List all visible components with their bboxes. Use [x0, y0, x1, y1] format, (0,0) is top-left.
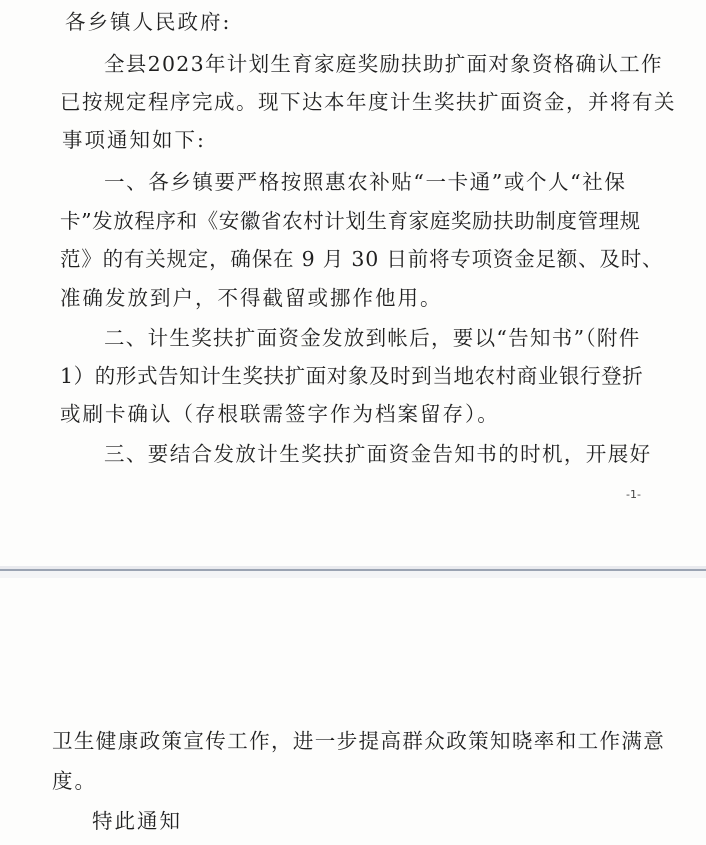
- body-text-line: 三、要结合发放计生奖扶扩面资金告知书的时机，开展好: [104, 442, 652, 466]
- body-text-line: 卫生健康政策宣传工作，进一步提高群众政策知晓率和工作满意: [52, 729, 666, 753]
- body-text-line: 卡”发放程序和《安徽省农村计划生育家庭奖励扶助制度管理规: [60, 209, 641, 233]
- body-text-line: 已按规定程序完成。现下达本年度计生奖扶扩面资金，并将有关: [60, 90, 676, 114]
- closing-line: 特此通知: [92, 809, 182, 833]
- salutation-line: 各乡镇人民政府:: [65, 10, 232, 34]
- body-text-line: 准确发放到户，不得截留或挪作他用。: [60, 286, 443, 310]
- body-text-line: 度。: [52, 769, 97, 793]
- body-text-line: 事项通知如下:: [62, 128, 206, 152]
- body-text-line: 二、计生奖扶扩面资金发放到帐后，要以“告知书”（附件: [104, 326, 641, 350]
- document-page-2: [0, 578, 706, 845]
- body-text-line: 一、各乡镇要严格按照惠农补贴“一卡通”或个人“社保: [104, 170, 627, 194]
- body-text-line: 范》的有关规定，确保在 9 月 30 日前将专项资金足额、及时、: [60, 247, 664, 271]
- page-break-divider: [0, 566, 706, 578]
- body-text-line: 1）的形式告知计生奖扶扩面对象及时到当地农村商业银行登折: [60, 364, 644, 388]
- page-number: -1-: [626, 488, 641, 501]
- body-text-line: 或刷卡确认（存根联需签字作为档案留存）。: [60, 402, 500, 426]
- body-text-line: 全县2023年计划生育家庭奖励扶助扩面对象资格确认工作: [104, 52, 663, 76]
